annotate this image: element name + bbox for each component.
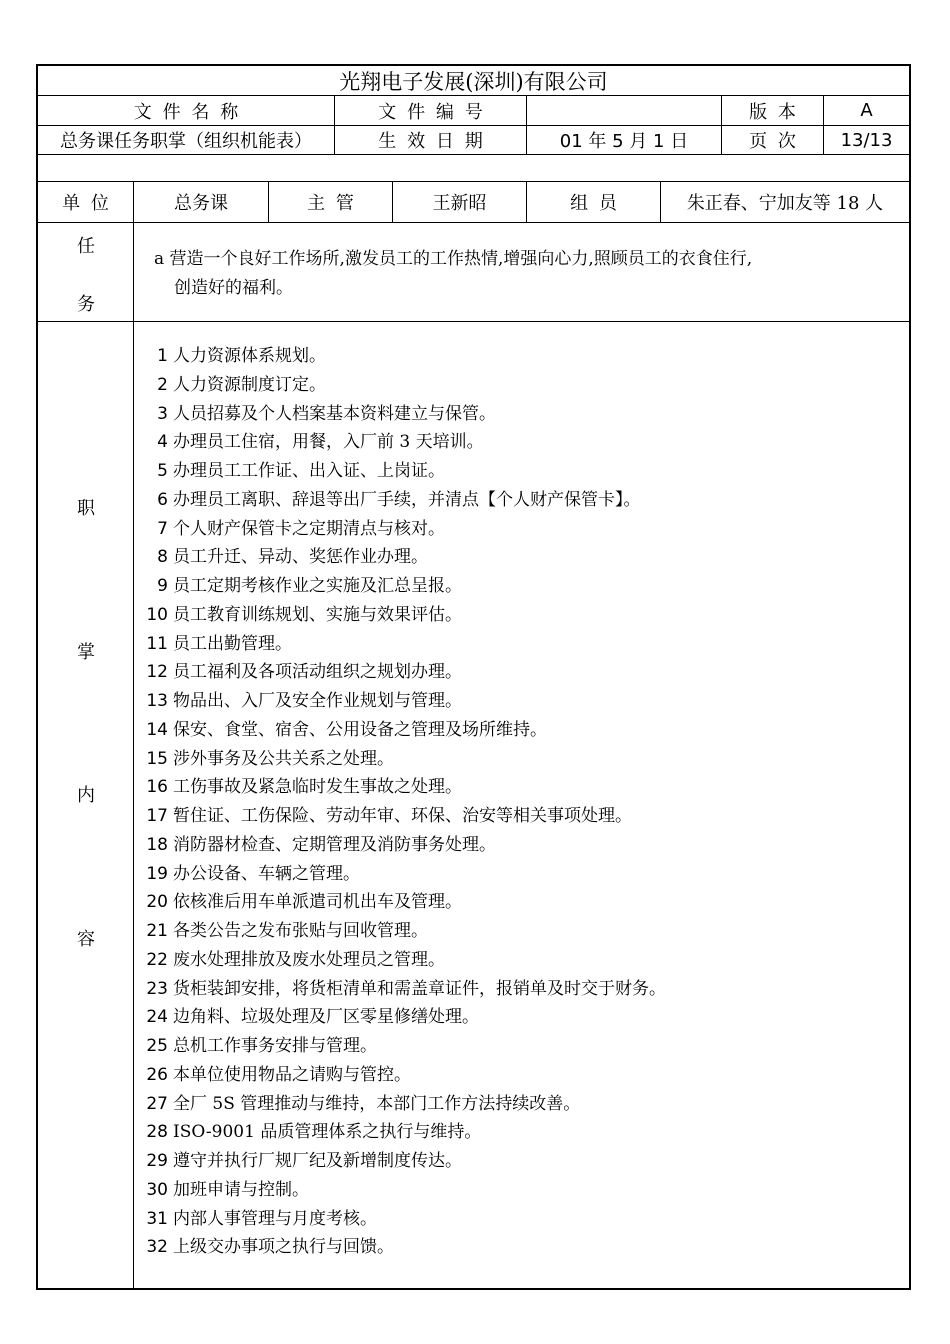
duty-item: [142, 946, 666, 975]
duty-number: 1: [157, 346, 168, 366]
unit-label: 单位: [38, 182, 134, 222]
unit-value: 总务课: [134, 182, 269, 222]
duty-text: 加班申请与控制。: [173, 1179, 309, 1200]
duty-number: 16: [146, 777, 168, 798]
duty-text: 全厂 5S 管理推动与维持，本部门工作方法持续改善。: [173, 1093, 581, 1114]
duty-item: [142, 1003, 666, 1032]
duty-item: [142, 687, 666, 716]
duty-text: 人力资源体系规划。: [173, 346, 326, 366]
members-label: 组员: [527, 182, 661, 222]
duty-number: 24: [146, 1007, 168, 1028]
duty-number: 27: [146, 1093, 168, 1114]
duty-text: 上级交办事项之执行与回馈。: [173, 1237, 394, 1258]
task-line-1: a 营造一个良好工作场所,激发员工的工作热情,增强向心力,照顾员工的衣食住行,: [154, 249, 753, 269]
duty-number: 26: [146, 1064, 168, 1085]
duty-number: 21: [146, 921, 168, 941]
duty-item: [142, 1090, 666, 1119]
doc-meta-row: [38, 126, 909, 155]
effective-date-label: 生效日期: [335, 126, 527, 154]
doc-number-label: 文件编号: [335, 96, 527, 125]
duty-text: 废水处理排放及废水处理员之管理。: [173, 949, 445, 970]
duty-item: [142, 658, 666, 687]
duties-row: [38, 322, 909, 1288]
duty-text: 员工升迁、异动、奖惩作业办理。: [173, 547, 428, 568]
duty-text: 员工教育训练规划、实施与效果评估。: [173, 604, 462, 625]
duty-item: [142, 1176, 666, 1205]
task-label-char: 任: [77, 236, 95, 257]
duty-text: 涉外事务及公共关系之处理。: [173, 748, 394, 769]
duty-item: [142, 457, 666, 486]
doc-name-label: 文件名称: [38, 96, 335, 125]
task-description: [154, 245, 752, 303]
duty-number: 25: [146, 1036, 168, 1056]
duty-text: 物品出、入厂及安全作业规划与管理。: [173, 691, 462, 711]
duty-text: 工伤事故及紧急临时发生事故之处理。: [173, 777, 462, 798]
duty-item: [142, 1118, 666, 1147]
duty-number: 12: [146, 662, 168, 683]
duty-item: [142, 486, 666, 515]
duty-text: 本单位使用物品之请购与管控。: [173, 1064, 411, 1085]
duty-text: 个人财产保管卡之定期清点与核对。: [173, 518, 445, 539]
duty-number: 13: [146, 691, 168, 711]
duty-item: [142, 831, 666, 860]
duty-number: 7: [157, 518, 168, 539]
duty-number: 30: [146, 1179, 168, 1200]
duty-text: 员工定期考核作业之实施及汇总呈报。: [173, 576, 462, 596]
duty-item: [142, 745, 666, 774]
duty-item: [142, 601, 666, 630]
duty-item: [142, 1032, 666, 1061]
duty-text: 暂住证、工伤保险、劳动年审、环保、治安等相关事项处理。: [173, 806, 632, 826]
duty-item: [142, 515, 666, 544]
duty-text: 依核准后用车单派遣司机出车及管理。: [173, 892, 462, 913]
duty-item: [142, 428, 666, 457]
duty-number: 18: [146, 834, 168, 855]
duties-label-char: 职: [77, 498, 95, 519]
manager-label: 主管: [269, 182, 393, 222]
duty-text: 办理员工工作证、出入证、上岗证。: [173, 461, 445, 481]
duty-item: [142, 716, 666, 745]
doc-title: 总务课任务职掌（组织机能表）: [38, 126, 335, 154]
duty-text: 人力资源制度订定。: [173, 374, 326, 395]
page-value: 13/13: [840, 129, 893, 151]
duty-item: [142, 371, 666, 400]
duty-number: 10: [146, 604, 168, 625]
duty-text: 办理员工离职、辞退等出厂手续，并清点【个人财产保管卡】。: [173, 489, 641, 510]
effective-date-value: 01 年 5 月 1 日: [527, 126, 722, 154]
company-title: 光翔电子发展(深圳)有限公司: [339, 69, 608, 94]
duty-number: 6: [157, 489, 168, 510]
duty-number: 14: [146, 719, 168, 740]
duty-number: 8: [157, 547, 168, 568]
duty-item: [142, 888, 666, 917]
duty-text: ISO-9001 品质管理体系之执行与维持。: [173, 1122, 482, 1143]
duty-number: 2: [157, 374, 168, 395]
duty-text: 消防器材检查、定期管理及消防事务处理。: [173, 834, 496, 855]
duty-number: 19: [146, 863, 168, 884]
duties-label-char: 掌: [77, 642, 95, 663]
duty-item: [142, 917, 666, 946]
members-value: 朱正春、宁加友等 18 人: [686, 193, 884, 214]
duty-number: 28: [146, 1122, 168, 1143]
duty-number: 9: [157, 576, 168, 596]
duty-number: 11: [146, 633, 168, 654]
blank-row: [38, 155, 909, 182]
duty-number: 22: [146, 949, 168, 970]
duty-text: 内部人事管理与月度考核。: [173, 1208, 377, 1229]
page-label: 页次: [722, 126, 824, 154]
duty-number: 20: [146, 892, 168, 913]
duties-label-char: 容: [77, 929, 95, 950]
duty-number: 4: [157, 432, 168, 453]
duty-text: 办理员工住宿，用餐，入厂前 3 天培训。: [173, 432, 484, 453]
duty-item: [142, 1233, 666, 1262]
duty-number: 17: [146, 806, 168, 826]
duty-number: 32: [146, 1237, 168, 1258]
duty-text: 员工福利及各项活动组织之规划办理。: [173, 662, 462, 683]
duty-item: [142, 543, 666, 572]
duty-text: 各类公告之发布张贴与回收管理。: [173, 921, 428, 941]
duty-text: 货柜装卸安排，将货柜清单和需盖章证件，报销单及时交于财务。: [173, 978, 666, 999]
duty-item: [142, 1205, 666, 1234]
doc-header-row: [38, 96, 909, 126]
doc-number-value: [527, 96, 722, 125]
duty-item: [142, 572, 666, 601]
duty-text: 遵守并执行厂规厂纪及新增制度传达。: [173, 1151, 462, 1171]
duty-item: [142, 342, 666, 371]
duty-item: [142, 1147, 666, 1176]
task-line-2: 创造好的福利。: [174, 278, 293, 298]
duty-number: 5: [157, 461, 168, 481]
duty-item: [142, 1061, 666, 1090]
duty-number: 31: [146, 1208, 168, 1229]
duty-text: 边角料、垃圾处理及厂区零星修缮处理。: [173, 1007, 479, 1028]
duty-item: [142, 975, 666, 1004]
version-value: A: [860, 100, 873, 121]
duty-number: 29: [146, 1151, 168, 1171]
duty-text: 保安、食堂、宿舍、公用设备之管理及场所维持。: [173, 719, 547, 740]
company-title-row: [38, 66, 909, 96]
responsibility-form: [36, 64, 911, 1290]
duties-list: [142, 342, 666, 1262]
unit-info-row: [38, 182, 909, 223]
manager-value: 王新昭: [393, 182, 527, 222]
duty-number: 3: [157, 403, 168, 424]
task-label-cell: [38, 223, 134, 321]
version-label: 版本: [722, 96, 824, 125]
duty-text: 人员招募及个人档案基本资料建立与保管。: [173, 403, 496, 424]
duty-item: [142, 400, 666, 429]
duty-number: 23: [146, 978, 168, 999]
duty-number: 15: [146, 748, 168, 769]
task-label-char: 务: [77, 294, 95, 315]
duty-item: [142, 860, 666, 889]
duty-text: 总机工作事务安排与管理。: [173, 1036, 377, 1056]
duties-label-char: 内: [77, 785, 95, 806]
duty-item: [142, 802, 666, 831]
duty-item: [142, 773, 666, 802]
duties-label-cell: [38, 322, 134, 1288]
task-row: [38, 223, 909, 322]
duty-text: 办公设备、车辆之管理。: [173, 863, 360, 884]
duty-item: [142, 630, 666, 659]
duty-text: 员工出勤管理。: [173, 633, 292, 654]
